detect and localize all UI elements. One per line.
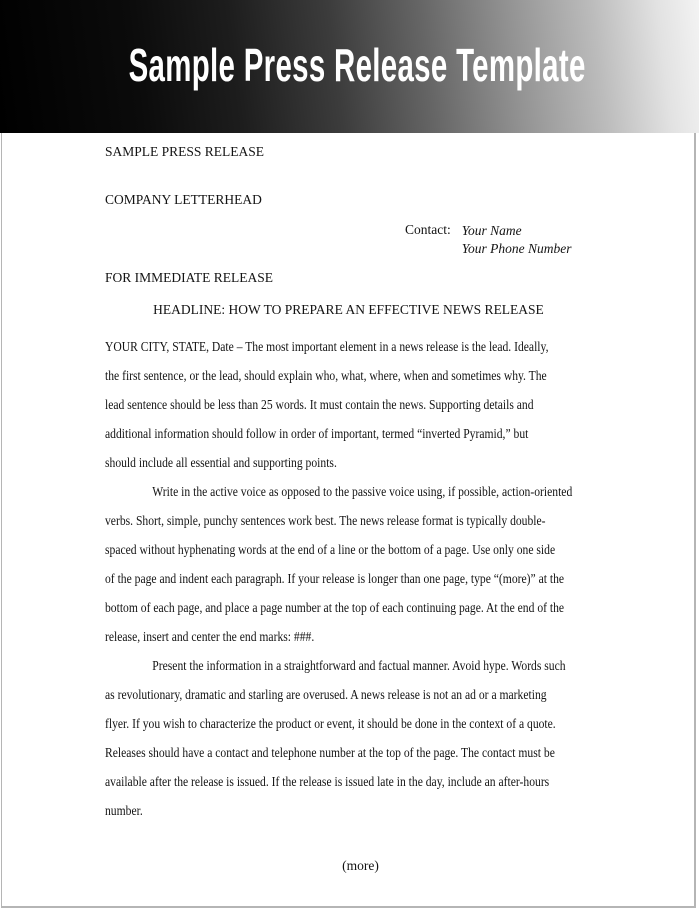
body-line: Releases should have a contact and telephone number at the top of the page. The contact must be [105,745,555,760]
body-line: should include all essential and supporting points. [105,455,337,470]
page-title: Sample Press Release Template [128,38,587,91]
contact-name-placeholder: Your Name [461,223,522,238]
body-line: release, insert and center the end marks: ###. [105,629,315,644]
body-line: the first sentence, or the lead, should explain who, what, where, when and sometimes why. The [105,368,547,383]
continuation-mark: (more) [342,858,379,873]
body-line: flyer. If you wish to characterize the product or event, it should be done in the context of a quote. [105,716,556,731]
body-line: Write in the active voice as opposed to the passive voice using, if possible, action-oriented [152,484,573,499]
body-line: verbs. Short, simple, punchy sentences work best. The news release format is typically double- [105,513,546,528]
body-line: available after the release is issued. If the release is issued late in the day, include an after-hours [105,774,550,789]
contact-block [405,222,572,257]
company-letterhead-label: COMPANY LETTERHEAD [105,192,262,207]
body-line: as revolutionary, dramatic and starling are overused. A news release is not an ad or a marketing [105,687,547,702]
body-line: lead sentence should be less than 25 words. It must contain the news. Supporting details and [105,397,534,412]
body-line: number. [105,803,143,818]
body-line: bottom of each page, and place a page number at the top of each continuing page. At the end of the [105,600,565,615]
title-banner [0,0,699,133]
for-immediate-release-label: FOR IMMEDIATE RELEASE [105,270,273,285]
body-line: spaced without hyphenating words at the end of a line or the bottom of a page. Use only one side [105,542,556,557]
body-line: Present the information in a straightforward and factual manner. Avoid hype. Words such [152,658,566,673]
contact-label: Contact: [405,222,451,237]
body-paragraph [105,651,572,825]
document-page [1,133,696,908]
body-line: additional information should follow in order of important, termed “inverted Pyramid,” but [105,426,529,441]
body-paragraph [105,332,572,477]
body-paragraph [105,477,572,651]
body-line: of the page and indent each paragraph. If your release is longer than one page, type “(more)” at the [105,571,565,586]
body-text [105,332,572,825]
headline: HEADLINE: HOW TO PREPARE AN EFFECTIVE NEWS RELEASE [153,302,544,317]
contact-phone-placeholder: Your Phone Number [461,240,572,256]
contact-values [462,222,572,257]
body-line: YOUR CITY, STATE, Date – The most important element in a news release is the lead. Ideally, [105,339,549,354]
sample-press-release-label: SAMPLE PRESS RELEASE [105,144,265,159]
